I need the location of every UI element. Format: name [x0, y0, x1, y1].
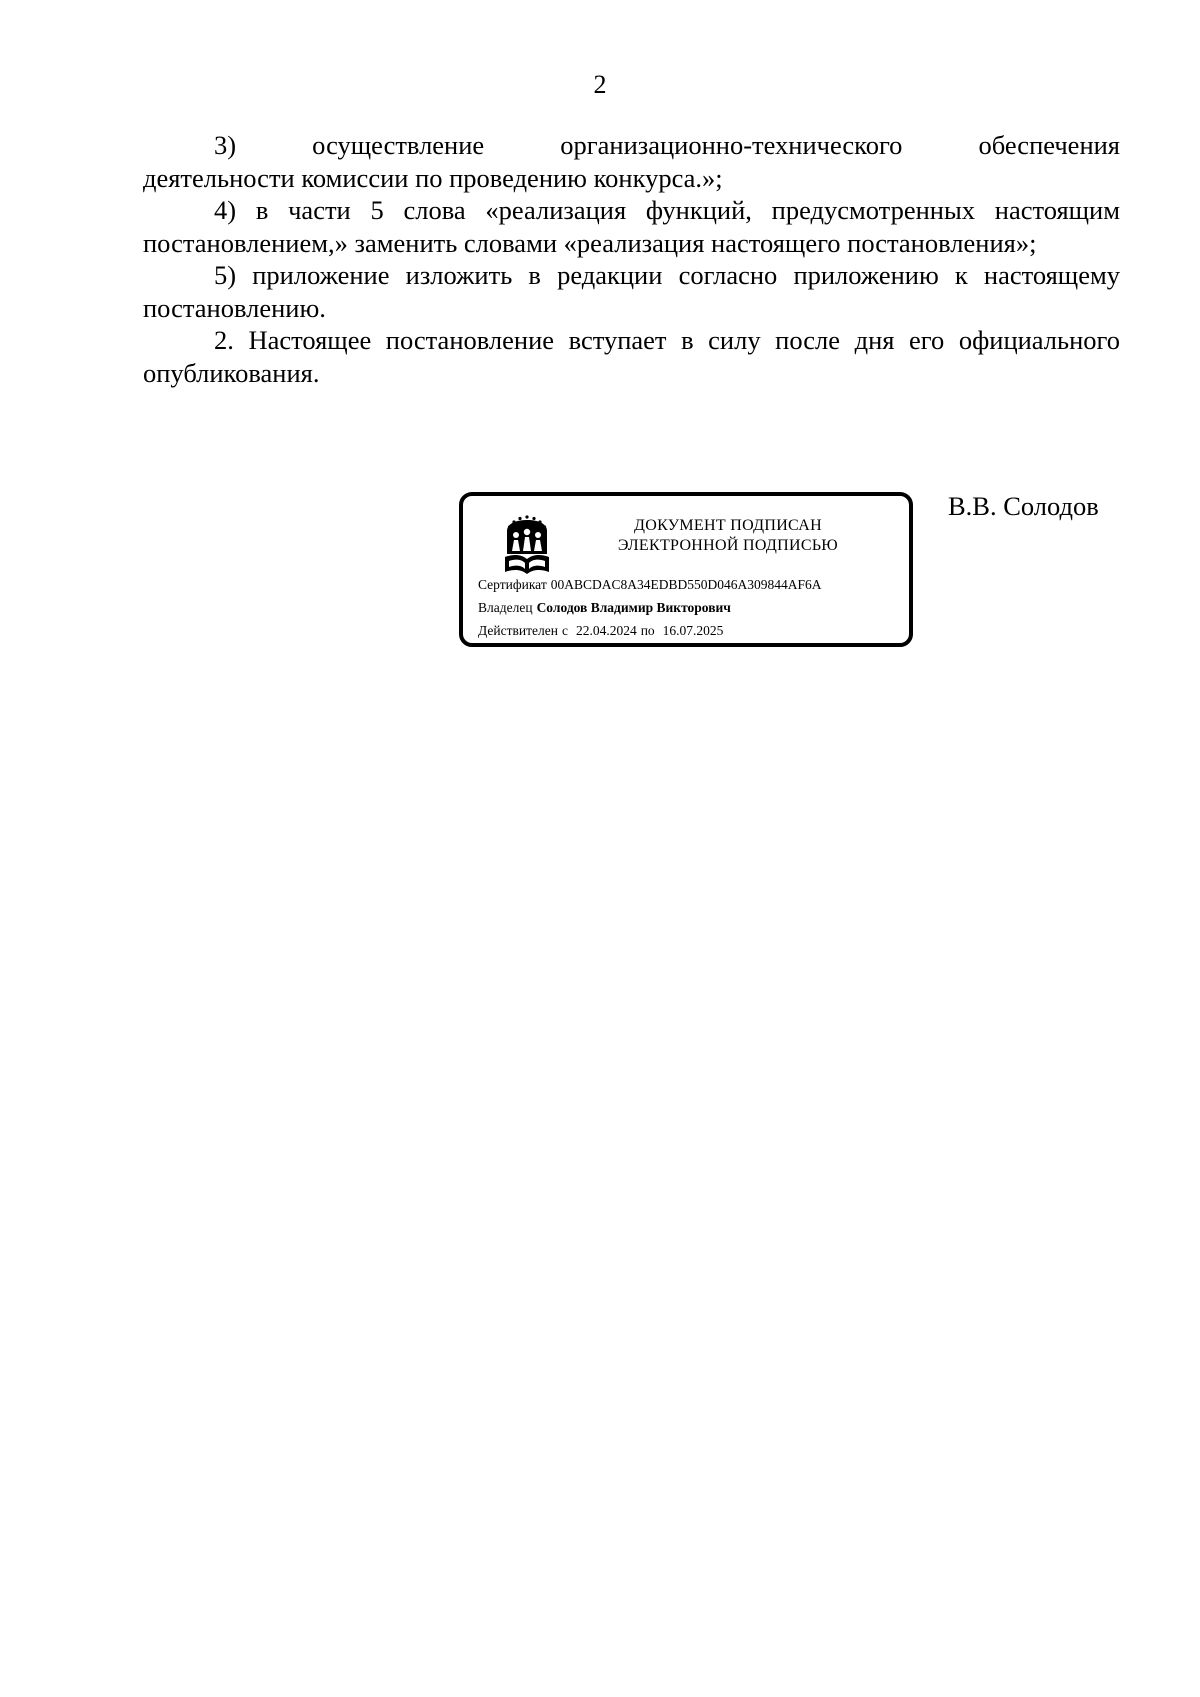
certificate-value: 00ABCDAC8A34EDBD550D046A309844AF6A [550, 577, 822, 592]
valid-from-date: 22.04.2024 [575, 623, 637, 638]
document-body [143, 129, 1120, 389]
valid-to-label: по [640, 623, 655, 638]
stamp-title-line1: ДОКУМЕНТ ПОДПИСАН [634, 517, 822, 534]
signer-name: В.В. Солодов [948, 491, 1099, 521]
paragraph-item-3-line1: 3) осуществление организационно-технического обеспечения [214, 130, 1120, 160]
stamp-owner [478, 599, 731, 617]
coat-of-arms-icon [501, 514, 553, 576]
owner-label: Владелец [478, 600, 533, 615]
stamp-title [563, 516, 893, 556]
valid-from-label: с [561, 623, 568, 638]
stamp-certificate [478, 576, 822, 594]
page-number: 2 [593, 70, 607, 99]
certificate-label: Сертификат [478, 577, 547, 592]
valid-to-date: 16.07.2025 [662, 623, 724, 638]
paragraph-item-3-line2: деятельности комиссии по проведению конкурса.»; [143, 162, 723, 193]
valid-label: Действителен [478, 623, 558, 638]
paragraph-point-2: 2. Настоящее постановление вступает в силу после дня его официального опубликования. [143, 325, 1120, 388]
paragraph-item-5: 5) приложение изложить в редакции согласно приложению к настоящему постановлению. [143, 260, 1120, 323]
owner-value: Солодов Владимир Викторович [536, 600, 731, 615]
stamp-title-line2: ЭЛЕКТРОННОЙ ПОДПИСЬЮ [617, 537, 839, 554]
electronic-signature-stamp [459, 492, 913, 647]
paragraph-item-4: 4) в части 5 слова «реализация функций, предусмотренных настоящим постановлением,» заменить словами «реализация настоящего постановления»; [143, 195, 1120, 258]
stamp-validity [478, 622, 723, 640]
